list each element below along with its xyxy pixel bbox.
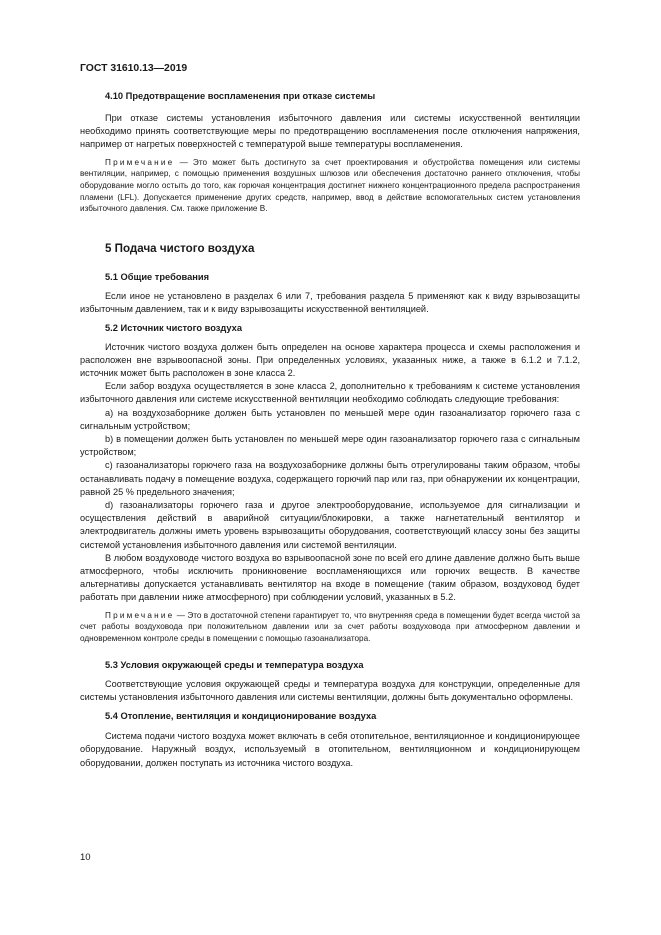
section-5-3-title: 5.3 Условия окружающей среды и температура воздуха [105, 659, 364, 670]
section-4-10-paragraph: При отказе системы установления избыточного давления или системы искусственной вентиляции необходимо принять соответствующие меры по предотвращению воспламенения после отключения напряжения, например от нагретых поверхностей с температурой выше температуры воспламенения. [80, 113, 580, 150]
section-5-4-title: 5.4 Отопление, вентиляция и кондиционирование воздуха [105, 711, 377, 722]
note-text: — Это может быть достигнуто за счет проектирования и обустройства помещения или системы вентиляции, например, с помощью применения воздушных шлюзов или обеспечения достаточно раннего отключения, чтобы оборудование могло остыть до того, как горючая концентрация достигнет нижнего концентрационного предела распространения пламени (LFL). Допускается применение других средств, например, ввод в действие вспомогательных систем установления избыточного давления. См. также приложение В. [80, 157, 580, 214]
section-5-4-paragraph: Система подачи чистого воздуха может включать в себя отопительное, вентиляционное и кондиционирующее оборудование. Наружный воздух, используемый в отопительном, вентиляционном и кондиционирующем оборудовании, должен поступать из источника чистого воздуха. [80, 731, 580, 768]
section-5-2-item-b: b) в помещении должен быть установлен по меньшей мере один газоанализатор горючего газа с сигнальным устройством; [80, 433, 580, 458]
section-4-10-title: 4.10 Предотвращение воспламенения при отказе системы [105, 91, 376, 101]
section-5-3-paragraph: Соответствующие условия окружающей среды и температура воздуха для конструкции, определенные для системы установления избыточного давления или системы вентиляции, должны быть документально оформлены. [80, 678, 580, 702]
section-5-2-item-a: a) на воздухозаборнике должен быть установлен по меньшей мере один газоанализатор горючего газа с сигнальным устройством; [80, 407, 580, 431]
section-4-10-note [80, 157, 580, 216]
section-5-2-note [80, 610, 580, 645]
section-5-1-paragraph: Если иное не установлено в разделах 6 или 7, требования раздела 5 применяют как к виду взрывозащиты избыточным давлением, так и к виду взрывозащиты искусственной вентиляцией. [80, 291, 580, 315]
note-text: — Это в достаточной степени гарантирует то, что внутренняя среда в помещении будет всегда чистой за счет работы воздуховода при положительном давлении или за счет работы воздуховода при атмосферном давлении и одновременном контроле среды в помещении с помощью газоанализатора. [80, 610, 580, 643]
section-5-2-item-d: d) газоанализаторы горючего газа и другое электрооборудование, используемое для сигнализации и осуществления действий в аварийной ситуации/блокировки, а также нагнетательный вентилятор и электродвигатель должны иметь уровень взрывозащиты оборудования, соответствующий классу зоны без защиты системой установления избыточного давления или системой вентиляции. [80, 499, 580, 550]
section-5-1-title: 5.1 Общие требования [105, 272, 210, 283]
note-label: Примечание [105, 610, 175, 620]
section-5-2-item-c: c) газоанализаторы горючего газа на воздухозаборнике должны быть отрегулированы таким образом, чтобы останавливать подачу в помещение воздуха, содержащего горючий пар или газ, при обнаружении их концентрации, равной 25 % предельного значения; [80, 460, 580, 497]
document-header: ГОСТ 31610.13—2019 [80, 63, 188, 74]
page-number: 10 [80, 852, 91, 863]
note-label: Примечание [105, 157, 175, 167]
section-5-2-paragraph-3: В любом воздуховоде чистого воздуха во взрывоопасной зоне по всей его длине давление должно быть выше атмосферного, чтобы исключить проникновение воспламеняющихся или горючих веществ. В качестве альтернативы допускается устанавливать вентилятор на входе в помещение (таким образом, воздуховод будет работать при давлении ниже атмосферного) при соблюдении условий, указанных в 5.2. [80, 552, 580, 603]
section-5-2-paragraph-2: Если забор воздуха осуществляется в зоне класса 2, дополнительно к требованиям к системе установления избыточного давления или системе искусственной вентиляции необходимо соблюдать следующие требования: [80, 381, 580, 405]
section-5-2-title: 5.2 Источник чистого воздуха [105, 322, 243, 333]
document-body [80, 90, 580, 770]
section-5-title: 5 Подача чистого воздуха [105, 242, 255, 256]
section-5-2-paragraph-1: Источник чистого воздуха должен быть определен на основе характера процесса и схемы расположения и расположен вне взрывоопасной зоны. При определенных условиях, указанных ниже, а также в 6.1.2 и 7.1.2, источник может быть расположен в зоне класса 2. [80, 341, 580, 378]
